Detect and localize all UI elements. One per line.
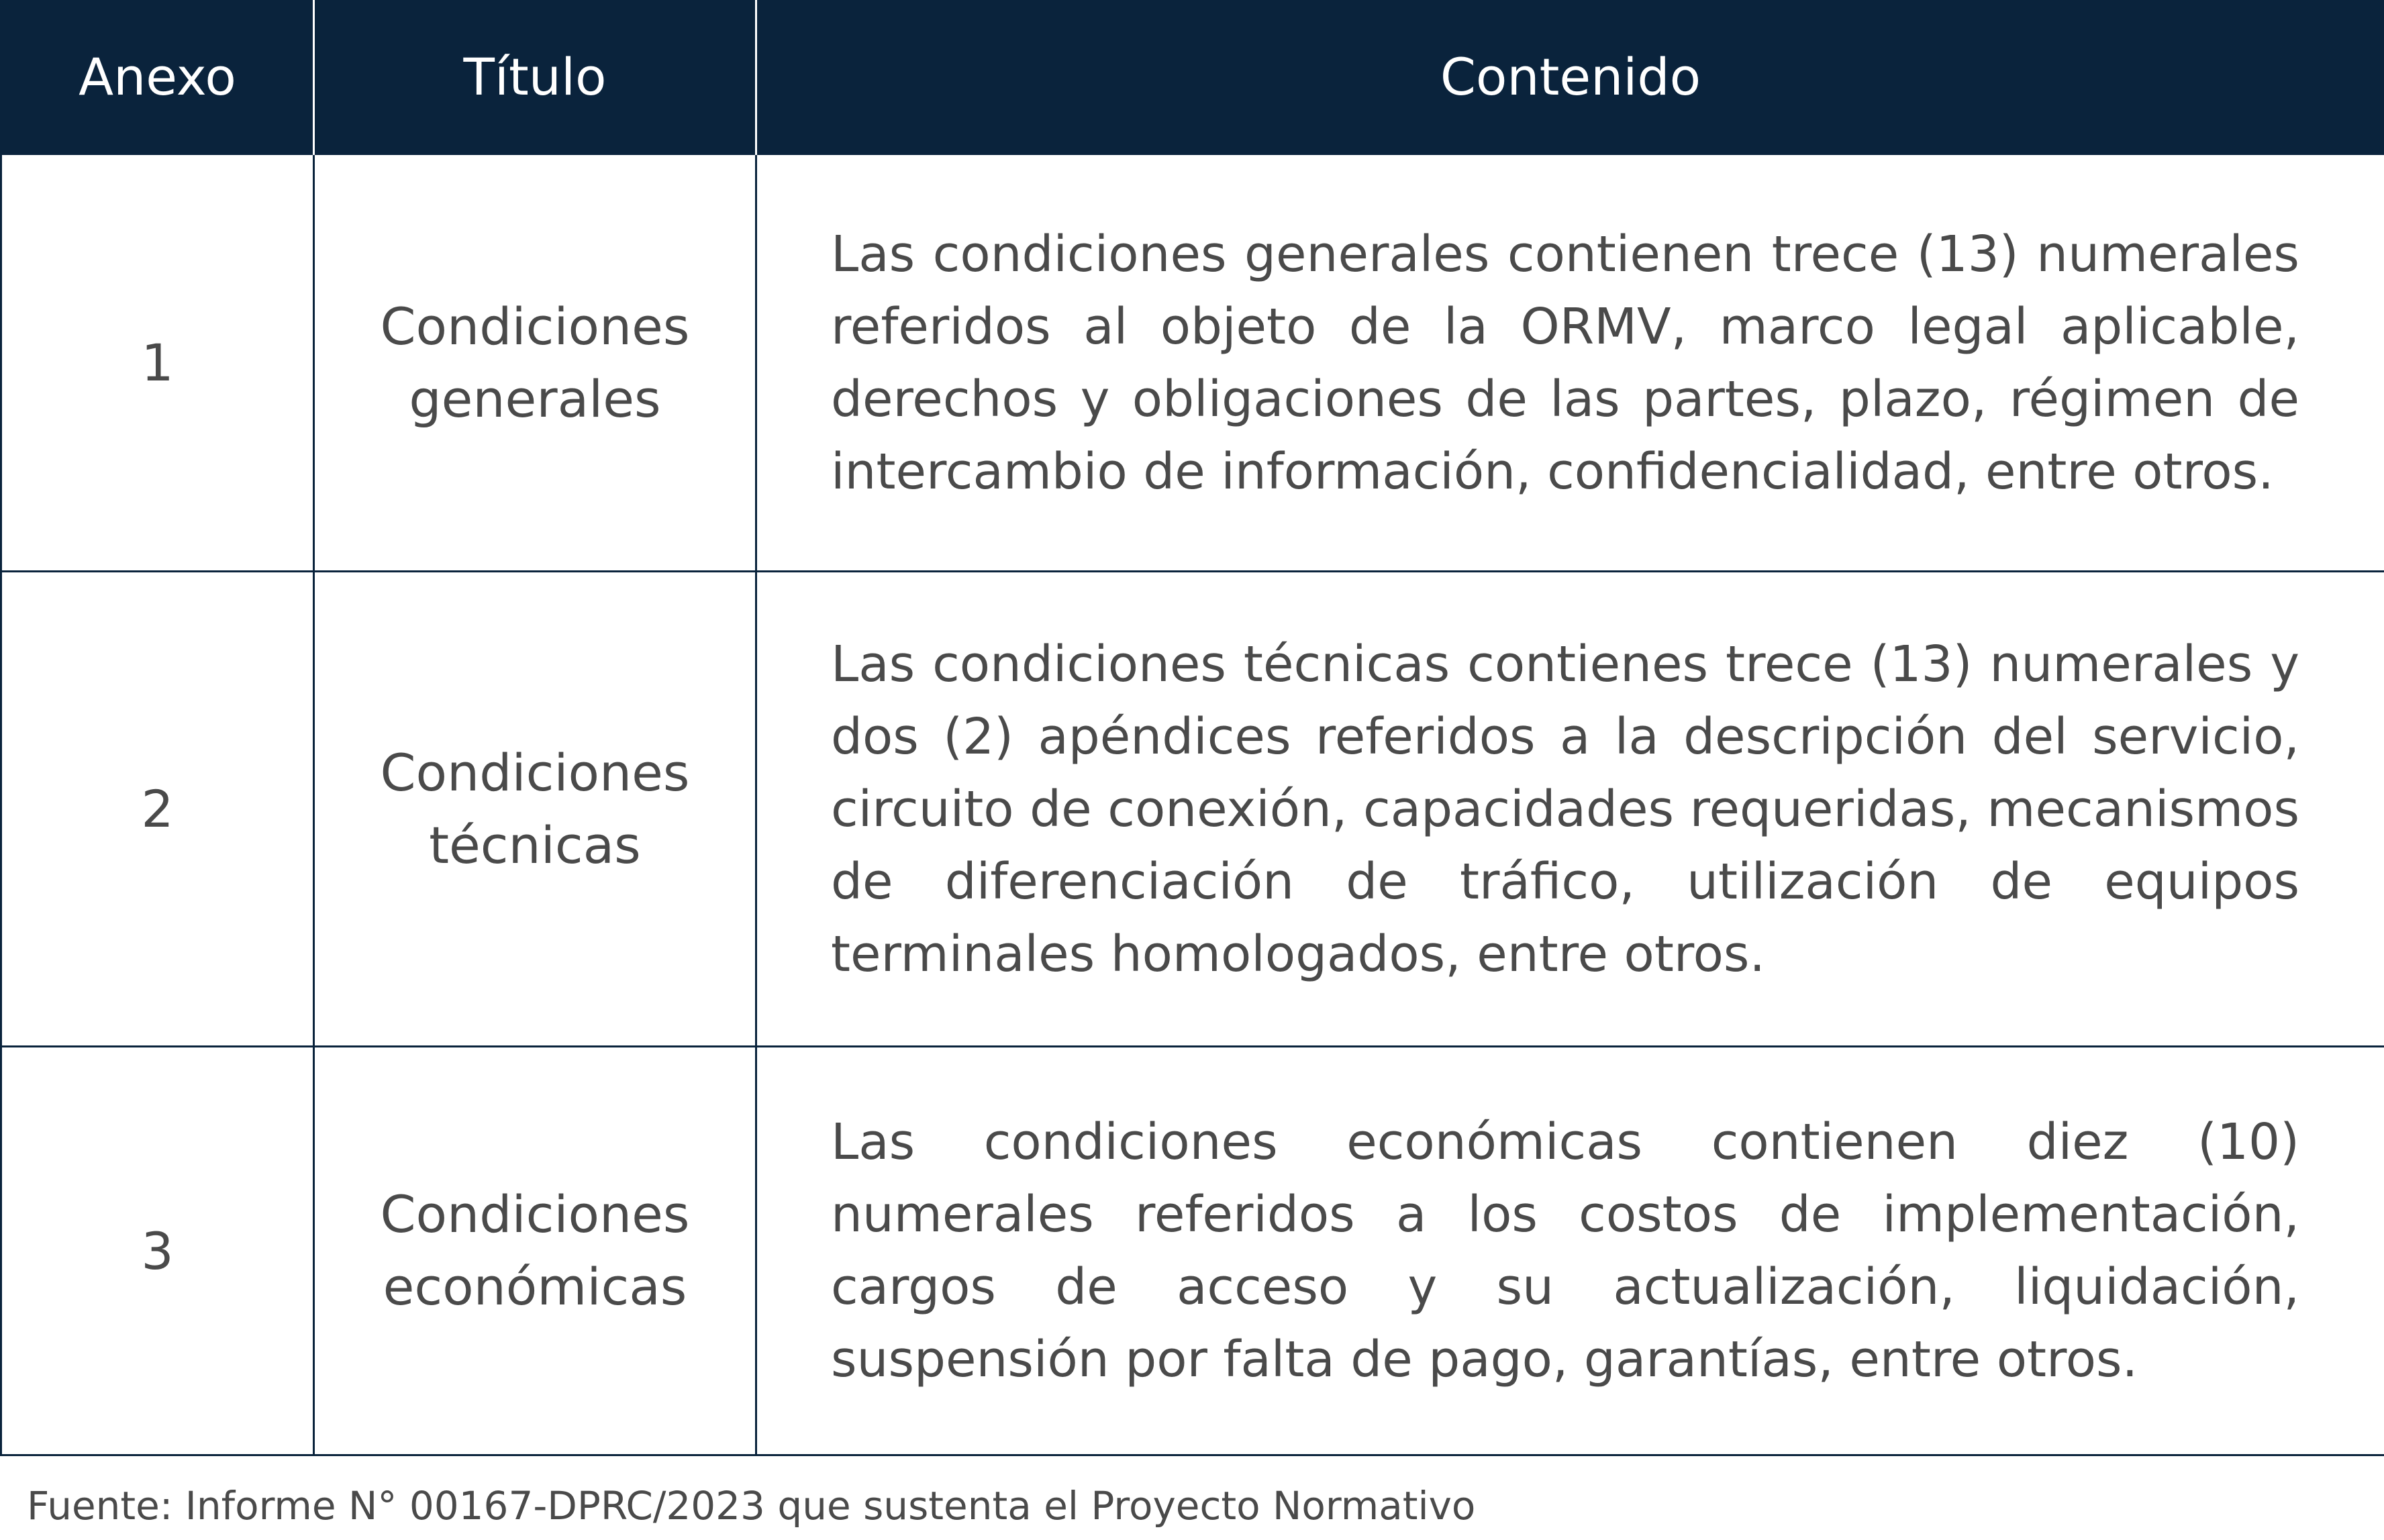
header-titulo: Título — [314, 0, 756, 154]
anexo-number: 2 — [1, 572, 314, 1047]
header-contenido: Contenido — [756, 0, 2384, 154]
anexo-title-line1: Condiciones — [380, 296, 690, 356]
anexo-content: Las condiciones económicas contienen diez (10) numerales referidos a los costos de implementación, cargos de acceso y su actualización, liquidación, suspensión por falta de pago, garantías, entre otros. — [756, 1047, 2384, 1455]
anexo-title-line2: generales — [409, 368, 661, 429]
anexo-number: 3 — [1, 1047, 314, 1455]
anexo-content: Las condiciones generales contienen trece (13) numerales referidos al objeto de la ORMV, marco legal aplicable, derechos y obligaciones de las partes, plazo, régimen de intercambio de información, confidencialidad, entre otros. — [756, 154, 2384, 572]
anexo-title-line2: económicas — [383, 1257, 687, 1317]
table-row — [1, 154, 2384, 572]
anexo-title — [314, 1047, 756, 1455]
anexo-title — [314, 154, 756, 572]
anexo-title-line2: técnicas — [429, 815, 641, 875]
source-note: Fuente: Informe N° 00167-DPRC/2023 que sustenta el Proyecto Normativo — [27, 1483, 1476, 1529]
table-row — [1, 1047, 2384, 1455]
header-anexo: Anexo — [1, 0, 314, 154]
anexo-content: Las condiciones técnicas contienes trece (13) numerales y dos (2) apéndices referidos a la descripción del servicio, circuito de conexión, capacidades requeridas, mecanismos de diferenciación de tráfico, utilización de equipos terminales homologados, entre otros. — [756, 572, 2384, 1047]
anexo-title-line1: Condiciones — [380, 742, 690, 803]
anexo-number: 1 — [1, 154, 314, 572]
anexo-title — [314, 572, 756, 1047]
table-header-row — [1, 0, 2384, 154]
anexo-title-line1: Condiciones — [380, 1184, 690, 1244]
table-row — [1, 572, 2384, 1047]
